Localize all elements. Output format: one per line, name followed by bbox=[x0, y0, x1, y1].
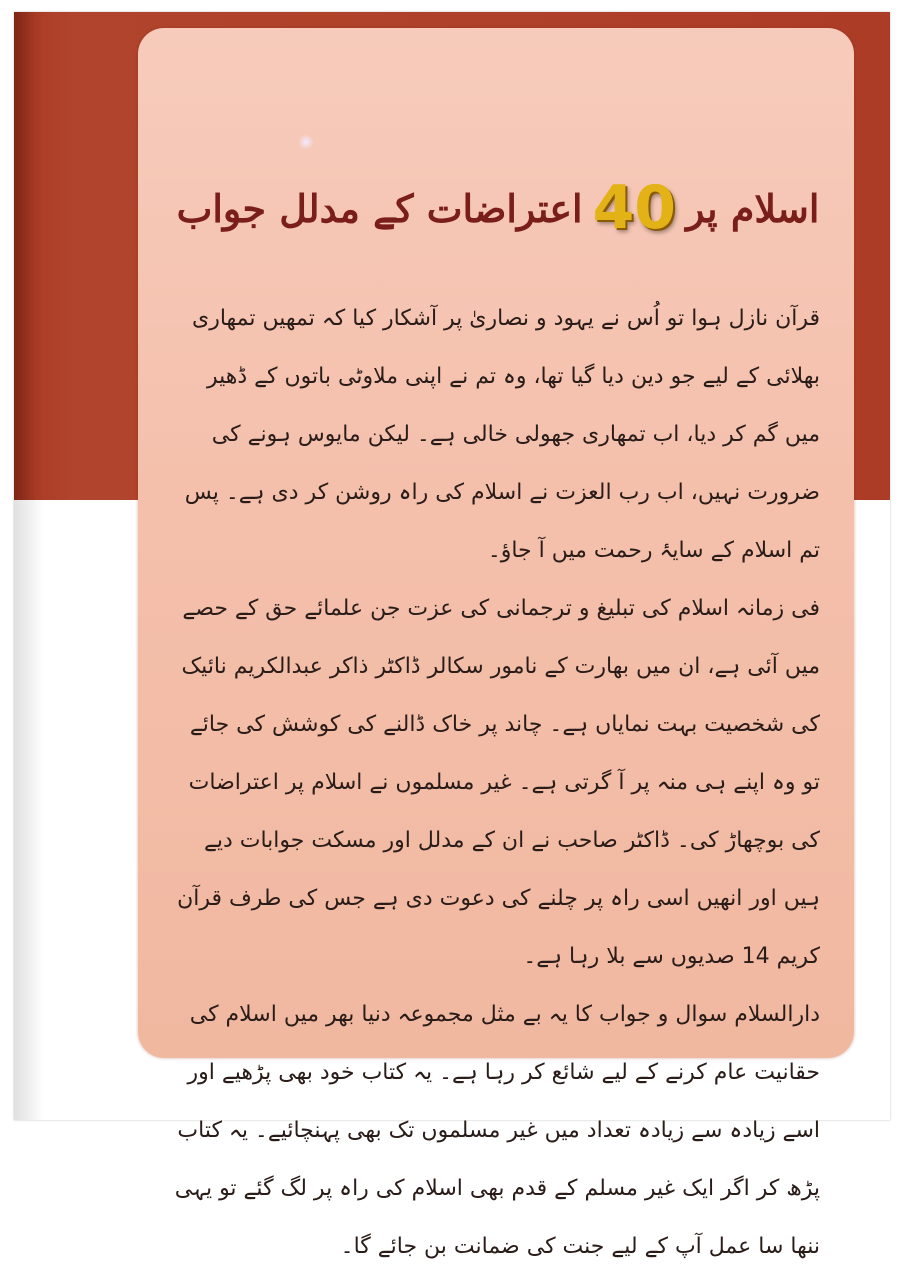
blurb-paragraph-1: قرآن نازل ہوا تو اُس نے یہود و نصاریٰ پر آشکار کیا کہ تمھیں تمھاری بھلائی کے لیے جو دین دیا گیا تھا، وہ تم نے اپنی ملاوٹی باتوں کے ڈھیر میں گم کر دیا، اب تمھاری جھولی خالی ہے۔ لیکن مایوس ہونے کی ضرورت نہیں، اب رب العزت نے اسلام کی راہ روشن کر دی ہے۔ پس تم اسلام کے سایۂ رحمت میں آ جاؤ۔ bbox=[184, 306, 820, 563]
blurb-paragraph-3: دارالسلام سوال و جواب کا یہ بے مثل مجموعہ دنیا بھر میں اسلام کی حقانیت عام کرنے کے لیے شائع کر رہا ہے۔ یہ کتاب خود بھی پڑھیے اور اسے زیادہ سے زیادہ تعداد میں غیر مسلموں تک بھی پہنچائیے۔ یہ کتاب پڑھ کر اگر ایک غیر مسلم کے قدم بھی اسلام کی راہ پر لگ گئے تو یہی ننھا سا عمل آپ کے لیے جنت کی ضمانت بن جائے گا۔ bbox=[174, 1002, 820, 1259]
book-title bbox=[176, 163, 820, 253]
blurb-paragraph-2: فی زمانہ اسلام کی تبلیغ و ترجمانی کی عزت جن علمائے حق کے حصے میں آئی ہے، ان میں بھارت کے نامور سکالر ڈاکٹر ذاکر عبدالکریم نائیک کی شخصیت بہت نمایاں ہے۔ چاند پر خاک ڈالنے کی کوشش کی جائے تو وہ اپنے ہی منہ پر آ گرتی ہے۔ غیر مسلموں نے اسلام پر اعتراضات کی بوچھاڑ کی۔ ڈاکٹر صاحب نے ان کے مدلل اور مسکت جوابات دیے ہیں اور انھیں اسی راہ پر چلنے کی دعوت دی ہے جس کی طرف قرآن کریم 14 صدیوں سے بلا رہا ہے۔ bbox=[177, 596, 820, 969]
title-prefix: اسلام پر bbox=[686, 185, 820, 231]
spine-shadow bbox=[14, 12, 44, 1120]
title-number: 40 bbox=[592, 173, 677, 243]
blurb-text bbox=[170, 290, 820, 1276]
light-glare bbox=[298, 134, 314, 150]
text-panel bbox=[138, 28, 854, 1259]
book-back-cover bbox=[14, 12, 890, 1259]
title-suffix: اعتراضات کے مدلل جواب bbox=[176, 185, 583, 231]
